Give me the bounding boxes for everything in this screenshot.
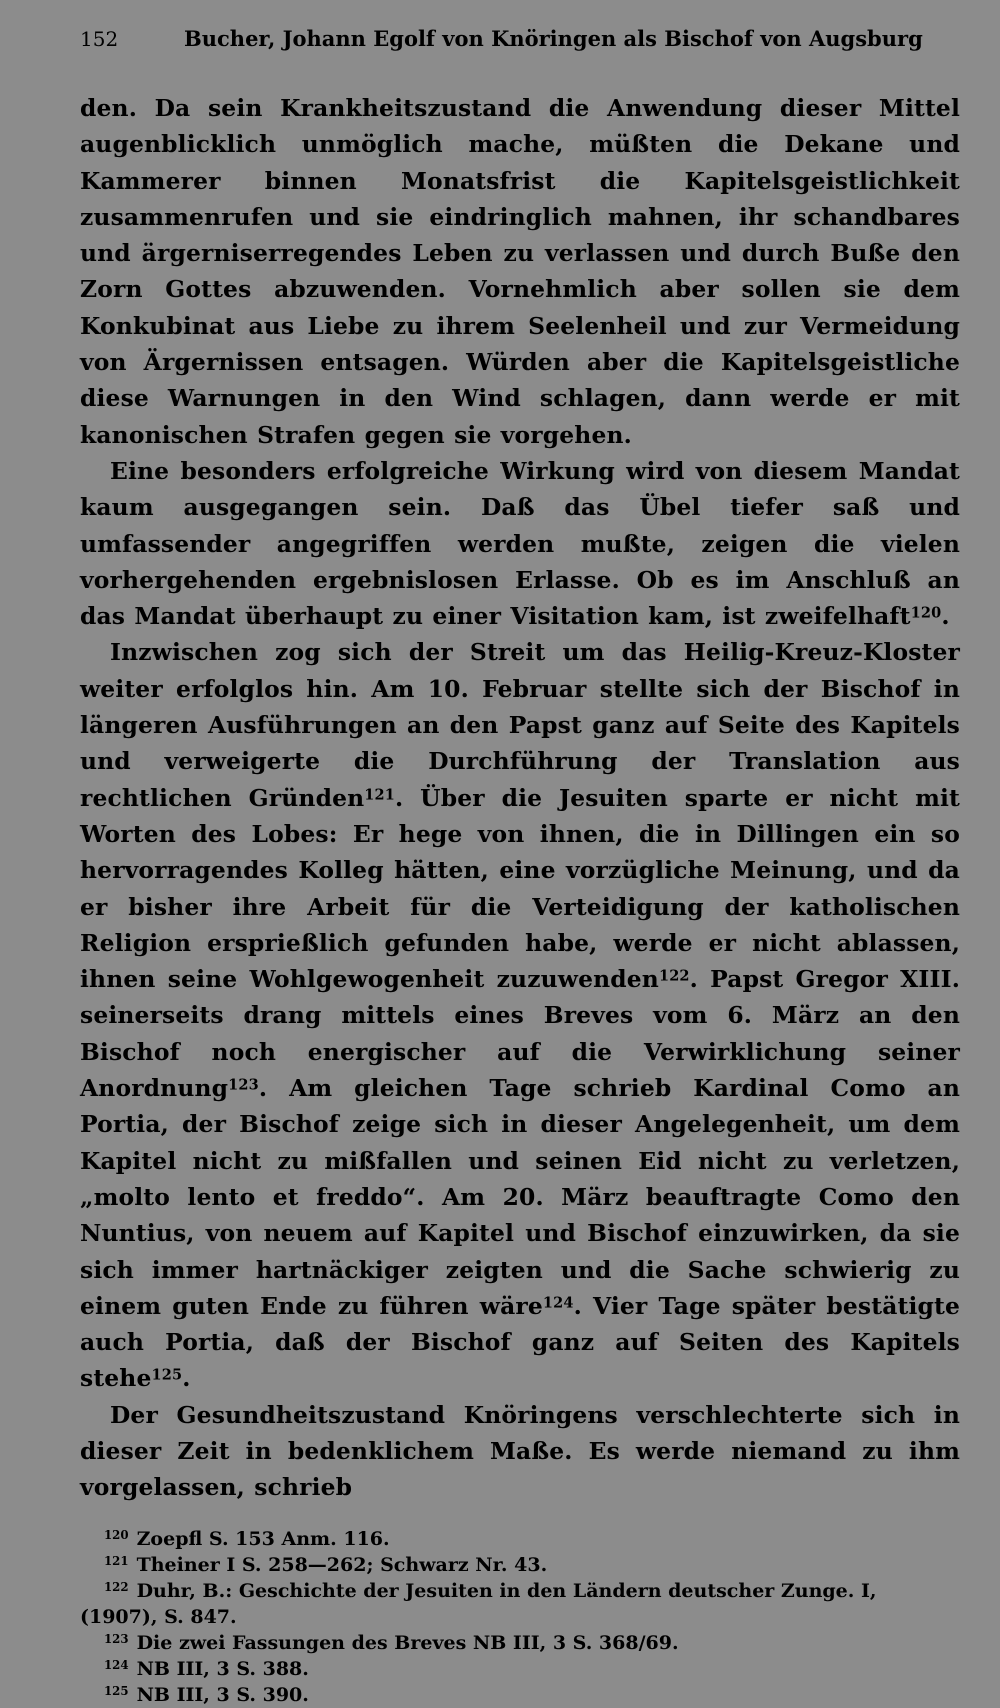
footnote-text: Zoepfl S. 153 Anm. 116. <box>136 1527 390 1550</box>
footnote-number: 124 <box>104 1658 129 1673</box>
text-run: Der Gesundheitszustand Knöringens verschlechterte sich in dieser Zeit in bedenklichem Maße. Es werde niemand zu ihm vorgelassen, schrieb <box>80 1400 960 1502</box>
text-run: . Papst Gregor XIII. seinerseits drang mittels eines Breves vom 6. März an den Bischof noch energischer auf die Verwirklichung seiner Anordnung <box>80 965 960 1103</box>
footnote <box>80 1682 960 1708</box>
footnote-reference: 120 <box>910 604 942 622</box>
footnotes <box>80 1526 960 1708</box>
text-run: . <box>182 1364 191 1393</box>
footnote-text: NB III, 3 S. 388. <box>136 1657 309 1680</box>
paragraph <box>80 1397 960 1506</box>
footnote-number: 122 <box>104 1580 129 1595</box>
footnote-number: 121 <box>104 1554 129 1569</box>
footnote-number: 123 <box>104 1632 129 1647</box>
footnote-reference: 123 <box>228 1076 259 1094</box>
footnote-reference: 121 <box>364 786 395 804</box>
footnote <box>80 1630 960 1656</box>
footnote-text: Die zwei Fassungen des Breves NB III, 3 S. 368/69. <box>136 1631 679 1654</box>
footnote-reference: 122 <box>658 967 690 985</box>
text-run: . <box>941 602 950 631</box>
footnote-reference: 124 <box>542 1294 574 1312</box>
footnote <box>80 1656 960 1682</box>
footnote-text: NB III, 3 S. 390. <box>136 1683 309 1706</box>
footnote <box>80 1578 960 1630</box>
paragraph <box>80 453 960 634</box>
footnote-number: 120 <box>104 1528 129 1543</box>
footnote-number: 125 <box>104 1684 129 1699</box>
text-run: . Am gleichen Tage schrieb Kardinal Como an Portia, der Bischof zeige sich in dieser Angelegenheit, um dem Kapitel nicht zu mißfallen und seinen Eid nicht zu verletzen, „molto lento et freddo“. Am 20. März beauftragte Como den Nuntius, von neuem auf Kapitel und Bischof einzuwirken, da sie sich immer hartnäckiger zeigten und die Sache schwierig zu einem guten Ende zu führen wäre <box>80 1074 960 1320</box>
text-run: Inzwischen zog sich der Streit um das Heilig-Kreuz-Kloster weiter erfolglos hin. Am 10. Februar stellte sich der Bischof in längeren Ausführungen an den Papst ganz auf Seite des Kapitels und verweigerte die Durchführung der Translation aus rechtlichen Gründen <box>80 638 960 812</box>
text-run: . Über die Jesuiten sparte er nicht mit Worten des Lobes: Er hege von ihnen, die in Dillingen ein so hervorragendes Kolleg hätten, eine vorzügliche Meinung, und da er bisher ihre Arbeit für die Verteidigung der katholischen Religion ersprießlich gefunden habe, werde er nicht ablassen, ihnen seine Wohlgewogenheit zuzuwenden <box>80 783 960 994</box>
text-run: . Vier Tage später bestätigte auch Portia, daß der Bischof ganz auf Seiten des Kapitels stehe <box>80 1291 960 1393</box>
body-text <box>80 90 960 1506</box>
footnote-reference: 125 <box>151 1366 183 1384</box>
text-run: Eine besonders erfolgreiche Wirkung wird von diesem Mandat kaum ausgegangen sein. Daß das Übel tiefer saß und umfassender angegriffen werden mußte, zeigen die vielen vorhergehenden ergebnislosen Erlasse. Ob es im Anschluß an das Mandat überhaupt zu einer Visitation kam, ist zweifelhaft <box>80 456 960 631</box>
footnote-text: Theiner I S. 258—262; Schwarz Nr. 43. <box>136 1553 548 1576</box>
footnote-text: Duhr, B.: Geschichte der Jesuiten in den Ländern deutscher Zunge. I, (1907), S. 847. <box>80 1579 877 1628</box>
paragraph <box>80 634 960 1396</box>
text-run: den. Da sein Krankheitszustand die Anwendung dieser Mittel augenblicklich unmöglich mache, müßten die Dekane und Kammerer binnen Monatsfrist die Kapitelsgeistlichkeit zusammenrufen und sie eindringlich mahnen, ihr schandbares und ärgerniserregendes Leben zu verlassen und durch Buße den Zorn Gottes abzuwenden. Vornehmlich aber sollen sie dem Konkubinat aus Liebe zu ihrem Seelenheil und zur Vermeidung von Ärgernissen entsagen. Würden aber die Kapitelsgeistliche diese Warnungen in den Wind schlagen, dann werde er mit kanonischen Strafen gegen sie vorgehen. <box>80 94 960 449</box>
paragraph <box>80 90 960 453</box>
running-head <box>80 26 960 66</box>
footnote <box>80 1526 960 1552</box>
footnote <box>80 1552 960 1578</box>
running-title: Bucher, Johann Egolf von Knöringen als Bischof von Augsburg <box>184 26 923 51</box>
page-number: 152 <box>80 27 119 51</box>
